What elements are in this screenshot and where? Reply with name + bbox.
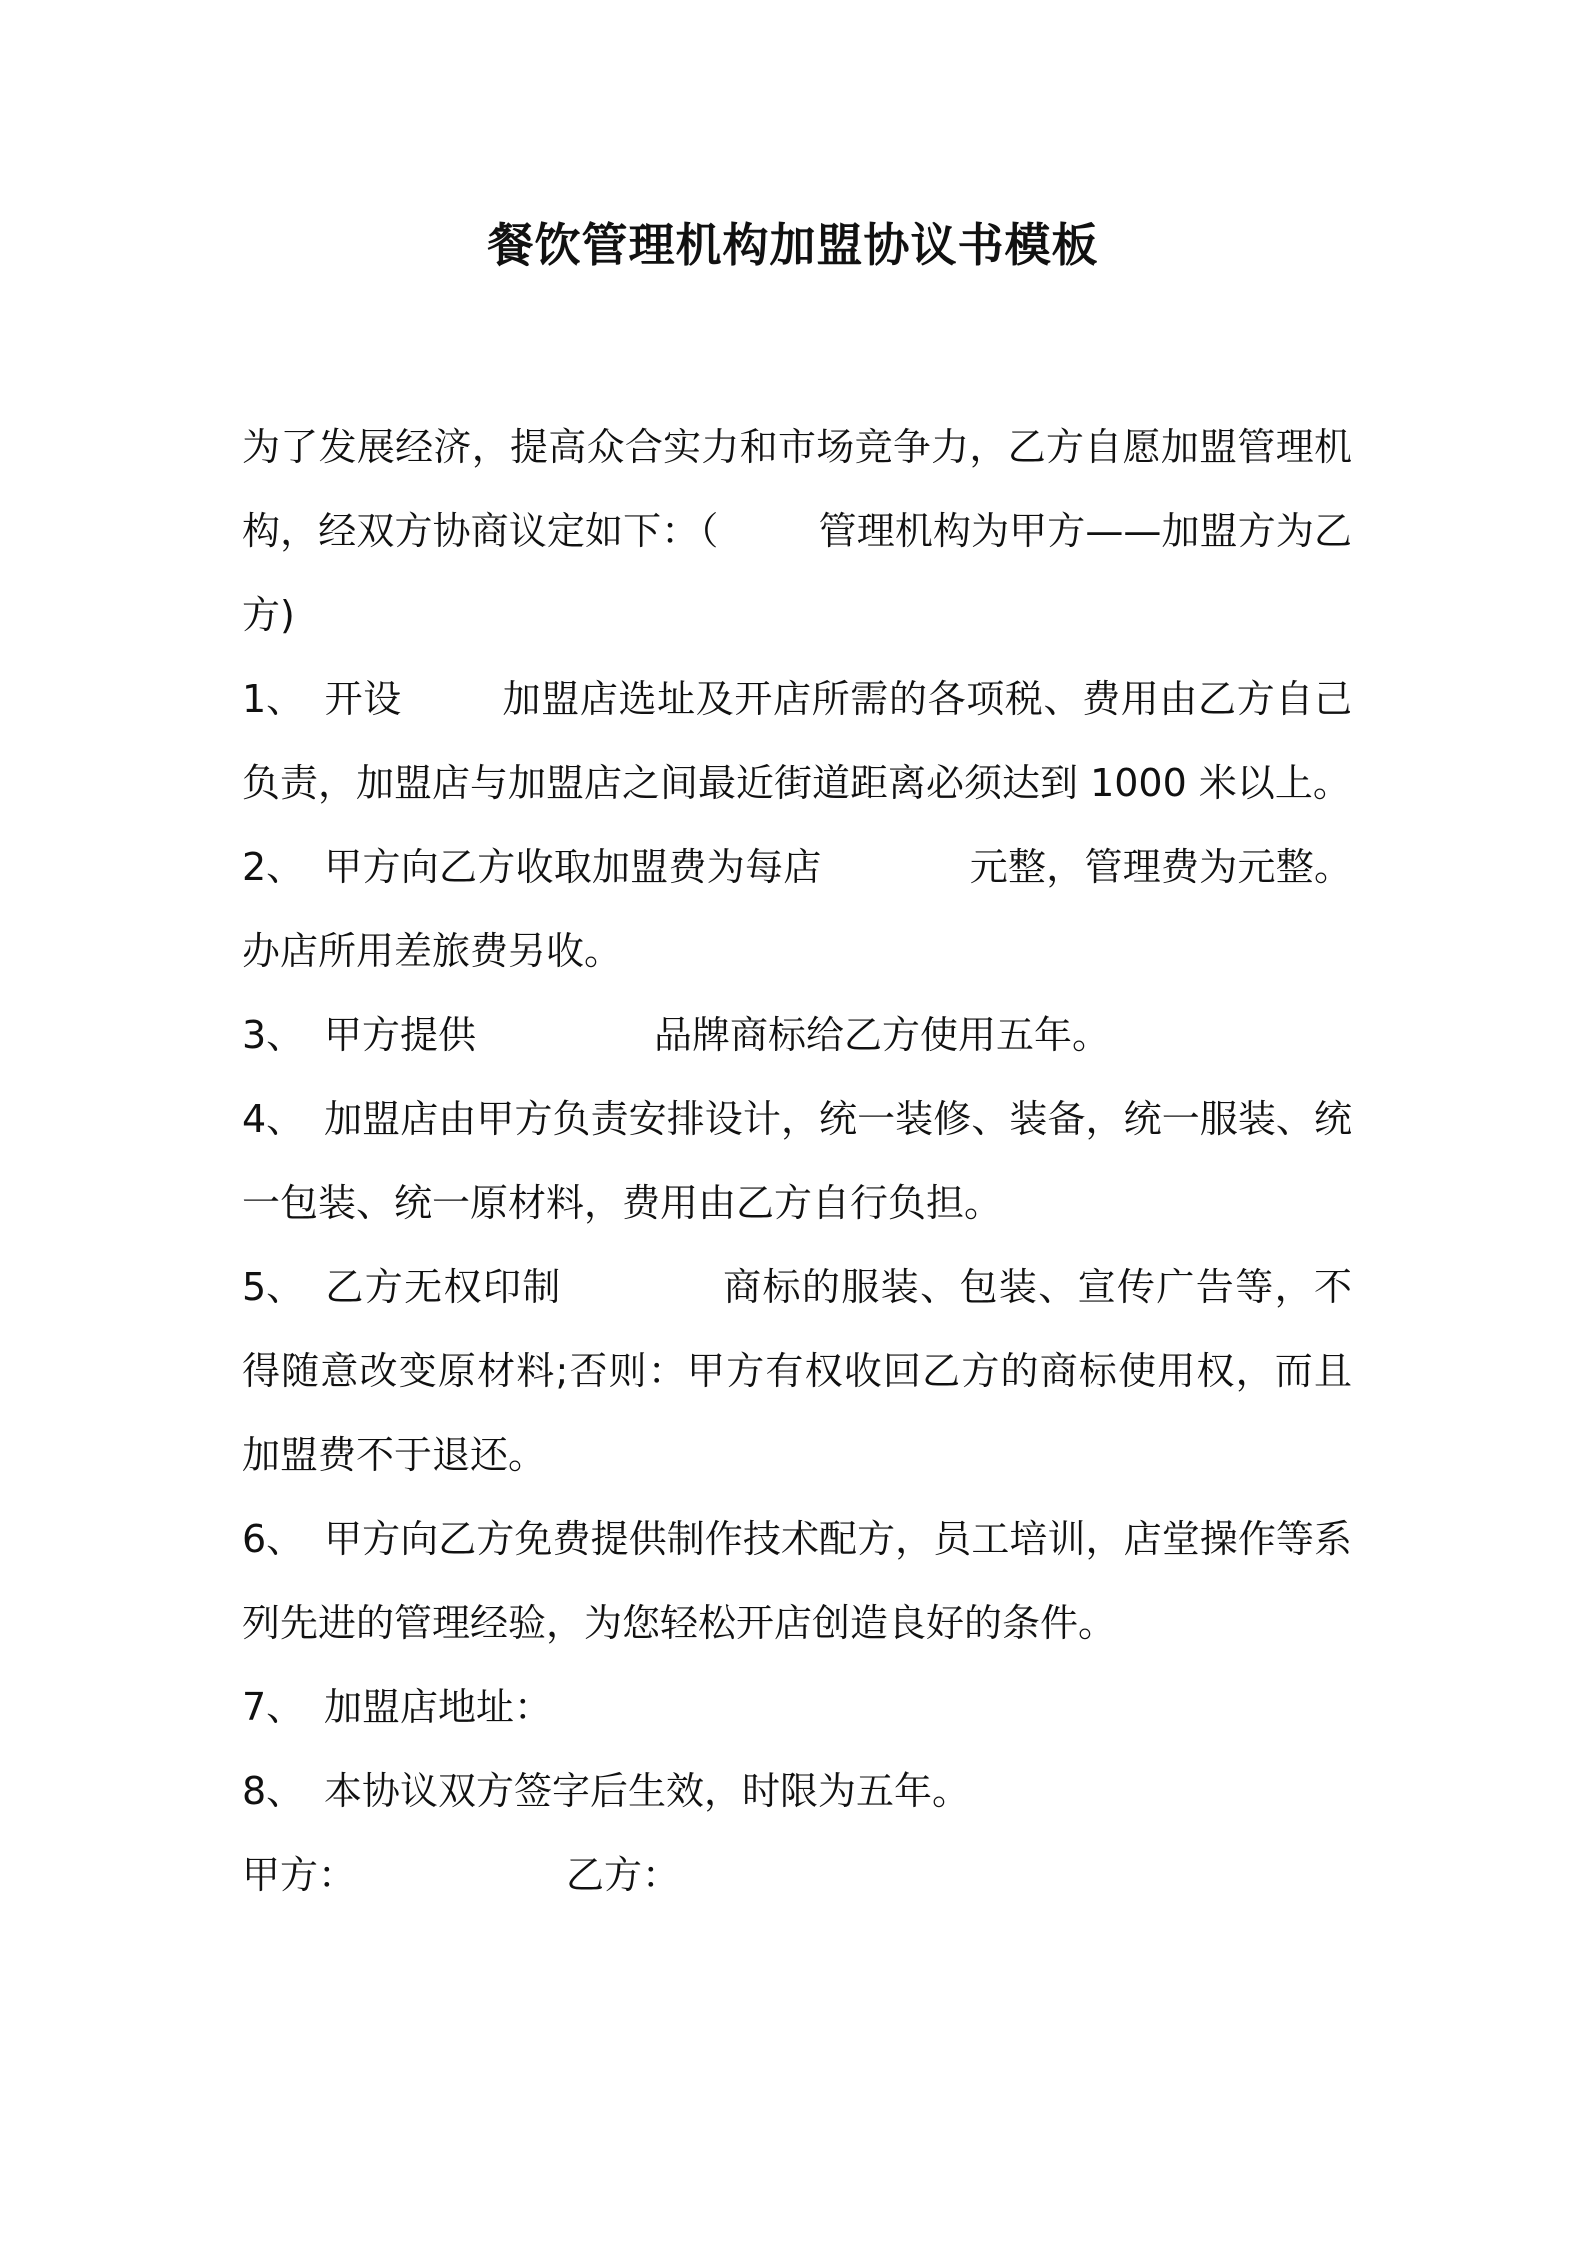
document-body: [242, 405, 1352, 1917]
clause-2: [242, 825, 1352, 993]
clause-text: 元整，管理费为元整。办店所用差旅费另收。: [242, 845, 1352, 973]
intro-text-2: 管理机构为甲方——加盟方为乙方): [242, 509, 1352, 637]
clause-8: [242, 1749, 1352, 1833]
clause-text: 本协议双方签字后生效，时限为五年。: [324, 1769, 971, 1813]
intro-paragraph: [242, 405, 1352, 657]
clause-number: 5、: [242, 1265, 305, 1309]
clause-number: 3、: [242, 1013, 305, 1057]
clause-7: [242, 1665, 1352, 1749]
clause-text: 甲方向乙方免费提供制作技术配方，员工培训，店堂操作等系列先进的管理经验，为您轻松开店创造良好的条件。: [242, 1517, 1352, 1645]
clause-text: 甲方向乙方收取加盟费为每店: [324, 845, 822, 889]
clause-4: [242, 1077, 1352, 1245]
clause-text: 商标的服装、包装、宣传广告等，不得随意改变原材料;否则：甲方有权收回乙方的商标使用权，而且加盟费不于退还。: [242, 1265, 1352, 1477]
clause-number: 2、: [242, 845, 305, 889]
clause-text: 加盟店地址：: [324, 1685, 553, 1729]
party-a-label: 甲方：: [242, 1853, 357, 1897]
clause-3: [242, 993, 1352, 1077]
clause-1: [242, 657, 1352, 825]
document-title: 餐饮管理机构加盟协议书模板: [487, 218, 1099, 272]
clause-5: [242, 1245, 1352, 1497]
signature-line: [242, 1833, 1352, 1917]
clause-text: 乙方无权印制: [324, 1265, 562, 1309]
clause-text: 开设: [324, 677, 402, 721]
party-b-label: 乙方：: [566, 1853, 681, 1897]
clause-number: 8、: [242, 1769, 305, 1813]
clause-text: 加盟店由甲方负责安排设计，统一装修、装备，统一服装、统一包装、统一原材料，费用由乙方自行负担。: [242, 1097, 1352, 1225]
clause-6: [242, 1497, 1352, 1665]
clause-text: 加盟店选址及开店所需的各项税、费用由乙方自己负责，加盟店与加盟店之间最近街道距离必须达到 1000 米以上。: [242, 677, 1352, 805]
clause-number: 4、: [242, 1097, 305, 1141]
clause-text: 甲方提供: [324, 1013, 477, 1057]
clause-number: 1、: [242, 677, 305, 721]
clause-number: 7、: [242, 1685, 305, 1729]
clause-text: 品牌商标给乙方使用五年。: [654, 1013, 1111, 1057]
clause-number: 6、: [242, 1517, 305, 1561]
intro-text-1: 为了发展经济，提高众合实力和市场竞争力，乙方自愿加盟管理机构，经双方协商议定如下：（: [242, 425, 1352, 553]
